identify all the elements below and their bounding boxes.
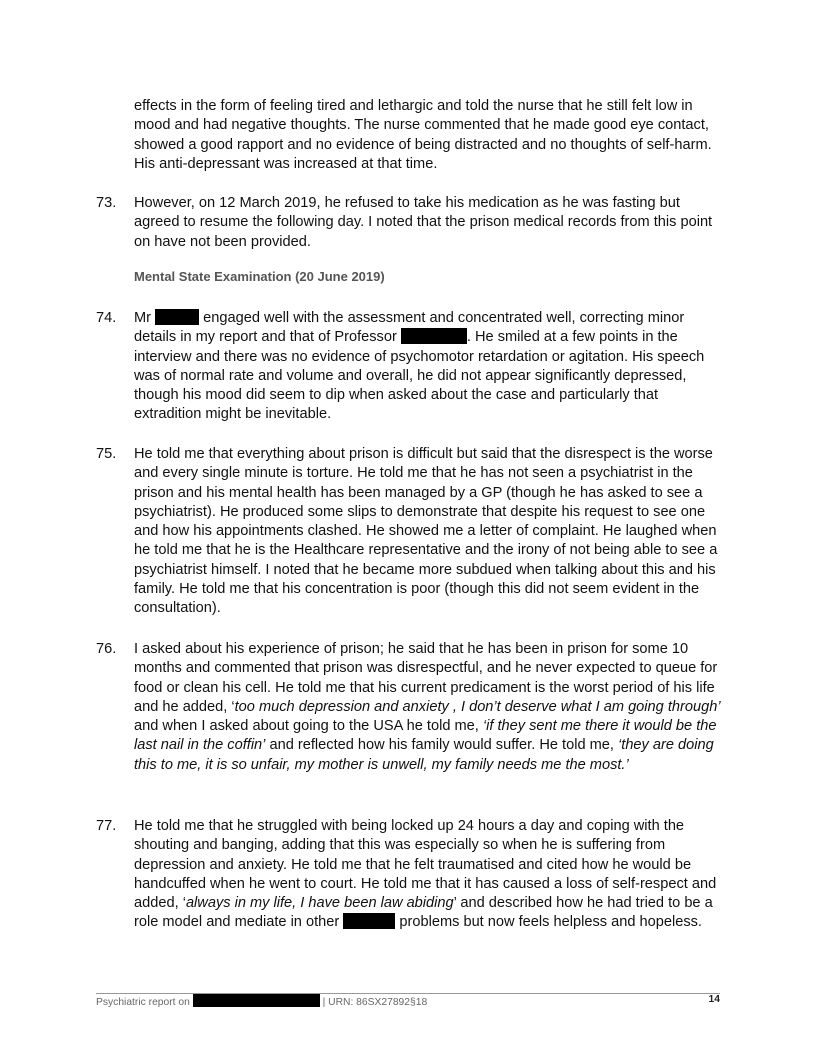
paragraph-number: 74. [96, 310, 117, 326]
paragraph-text [134, 640, 728, 775]
paragraph-76 [96, 640, 736, 775]
paragraph-75 [96, 445, 736, 619]
redaction-block [343, 913, 395, 929]
text-segment: problems but now feels helpless and hopeless. [399, 914, 702, 931]
paragraph-text [134, 309, 728, 425]
footer-urn: | URN: 86SX27892§18 [322, 997, 428, 1008]
redaction-block [193, 994, 320, 1007]
quote-segment: always in my life, I have been law abiding [185, 895, 454, 912]
paragraph-text: effects in the form of feeling tired and lethargic and told the nurse that he still felt low in mood and had negative thoughts. The nurse commented that he made good eye contact, showed a good rapport and no evidence of being distracted and no thoughts of self-harm. His anti-depressant was increased at that time. [134, 98, 712, 172]
paragraph-number: 75. [96, 446, 117, 462]
paragraph-text: However, on 12 March 2019, he refused to take his medication as he was fasting but agreed to resume the following day. I noted that the prison medical records from this point on have not been provided. [134, 195, 713, 250]
paragraph-74 [96, 309, 736, 425]
page-footer [96, 994, 720, 1008]
paragraph-number: 76. [96, 641, 117, 657]
quote-segment: ‘if they sent me there it would be the last nail in the coffin’ [134, 718, 717, 754]
redaction-block [155, 309, 199, 325]
text-segment: . He smiled at a few points in the interview and there was no evidence of psychomotor retardation or agitation. His speech was of normal rate and volume and overall, he did not appear significantly depressed, though his mood did seem to dip when asked about the case and particularly that extradition might be inevitable. [134, 329, 705, 423]
paragraph-text [134, 817, 728, 933]
redaction-block [401, 328, 467, 344]
quote-segment: too much depression and anxiety , I don’t deserve what I am going through’ [234, 698, 721, 715]
text-segment: engaged well with the assessment and concentrated well, correcting minor details in my report and that of Professor [134, 310, 685, 346]
paragraph-number: 77. [96, 818, 117, 834]
text-segment: I asked about his experience of prison; he said that he has been in prison for some 10 months and commented that prison was disrespectful, and he never expected to queue for food or clean his cell. He told me that his current predicament is the worst period of his life and he added, ‘ [134, 641, 718, 715]
quote-segment: ‘they are doing this to me, it is so unfair, my mother is unwell, my family needs me the most.’ [134, 737, 714, 773]
paragraph-number: 73. [96, 195, 117, 211]
text-segment: Mr [134, 310, 152, 326]
footer-prefix: Psychiatric report on [96, 997, 190, 1008]
paragraph-73 [96, 194, 736, 252]
text-segment: and reflected how his family would suffer. He told me, [265, 737, 619, 754]
page-number: 14 [708, 994, 720, 1005]
section-heading: Mental State Examination (20 June 2019) [134, 269, 385, 284]
paragraph-72-continued [96, 97, 736, 174]
text-segment: He told me that he struggled with being locked up 24 hours a day and coping with the shouting and banging, adding that this was especially so when he is suffering from depression and anxiety. He told me that he felt traumatised and cited how he would be handcuffed when he went to court. He told me that it has caused a loss of self-respect and added, ‘ [134, 818, 717, 912]
text-segment: and when I asked about going to the USA he told me, [134, 718, 483, 735]
paragraph-77 [96, 817, 736, 933]
paragraph-text: He told me that everything about prison is difficult but said that the disrespect is the worse and every single minute is torture. He told me that he has not seen a psychiatrist in the prison and his mental health has been managed by a GP (though he has asked to see a psychiatrist). He produced some slips to demonstrate that despite his request to see one and how his appointments clashed. He showed me a letter of complaint. He laughed when he told me that he is the Healthcare representative and the irony of not being able to see a psychiatrist himself. I noted that he became more subdued when talking about this and his family. He told me that his concentration is poor (though this did not seem evident in the consultation). [134, 446, 718, 617]
text-segment: ’ and described how he had tried to be a role model and mediate in other [134, 895, 713, 931]
